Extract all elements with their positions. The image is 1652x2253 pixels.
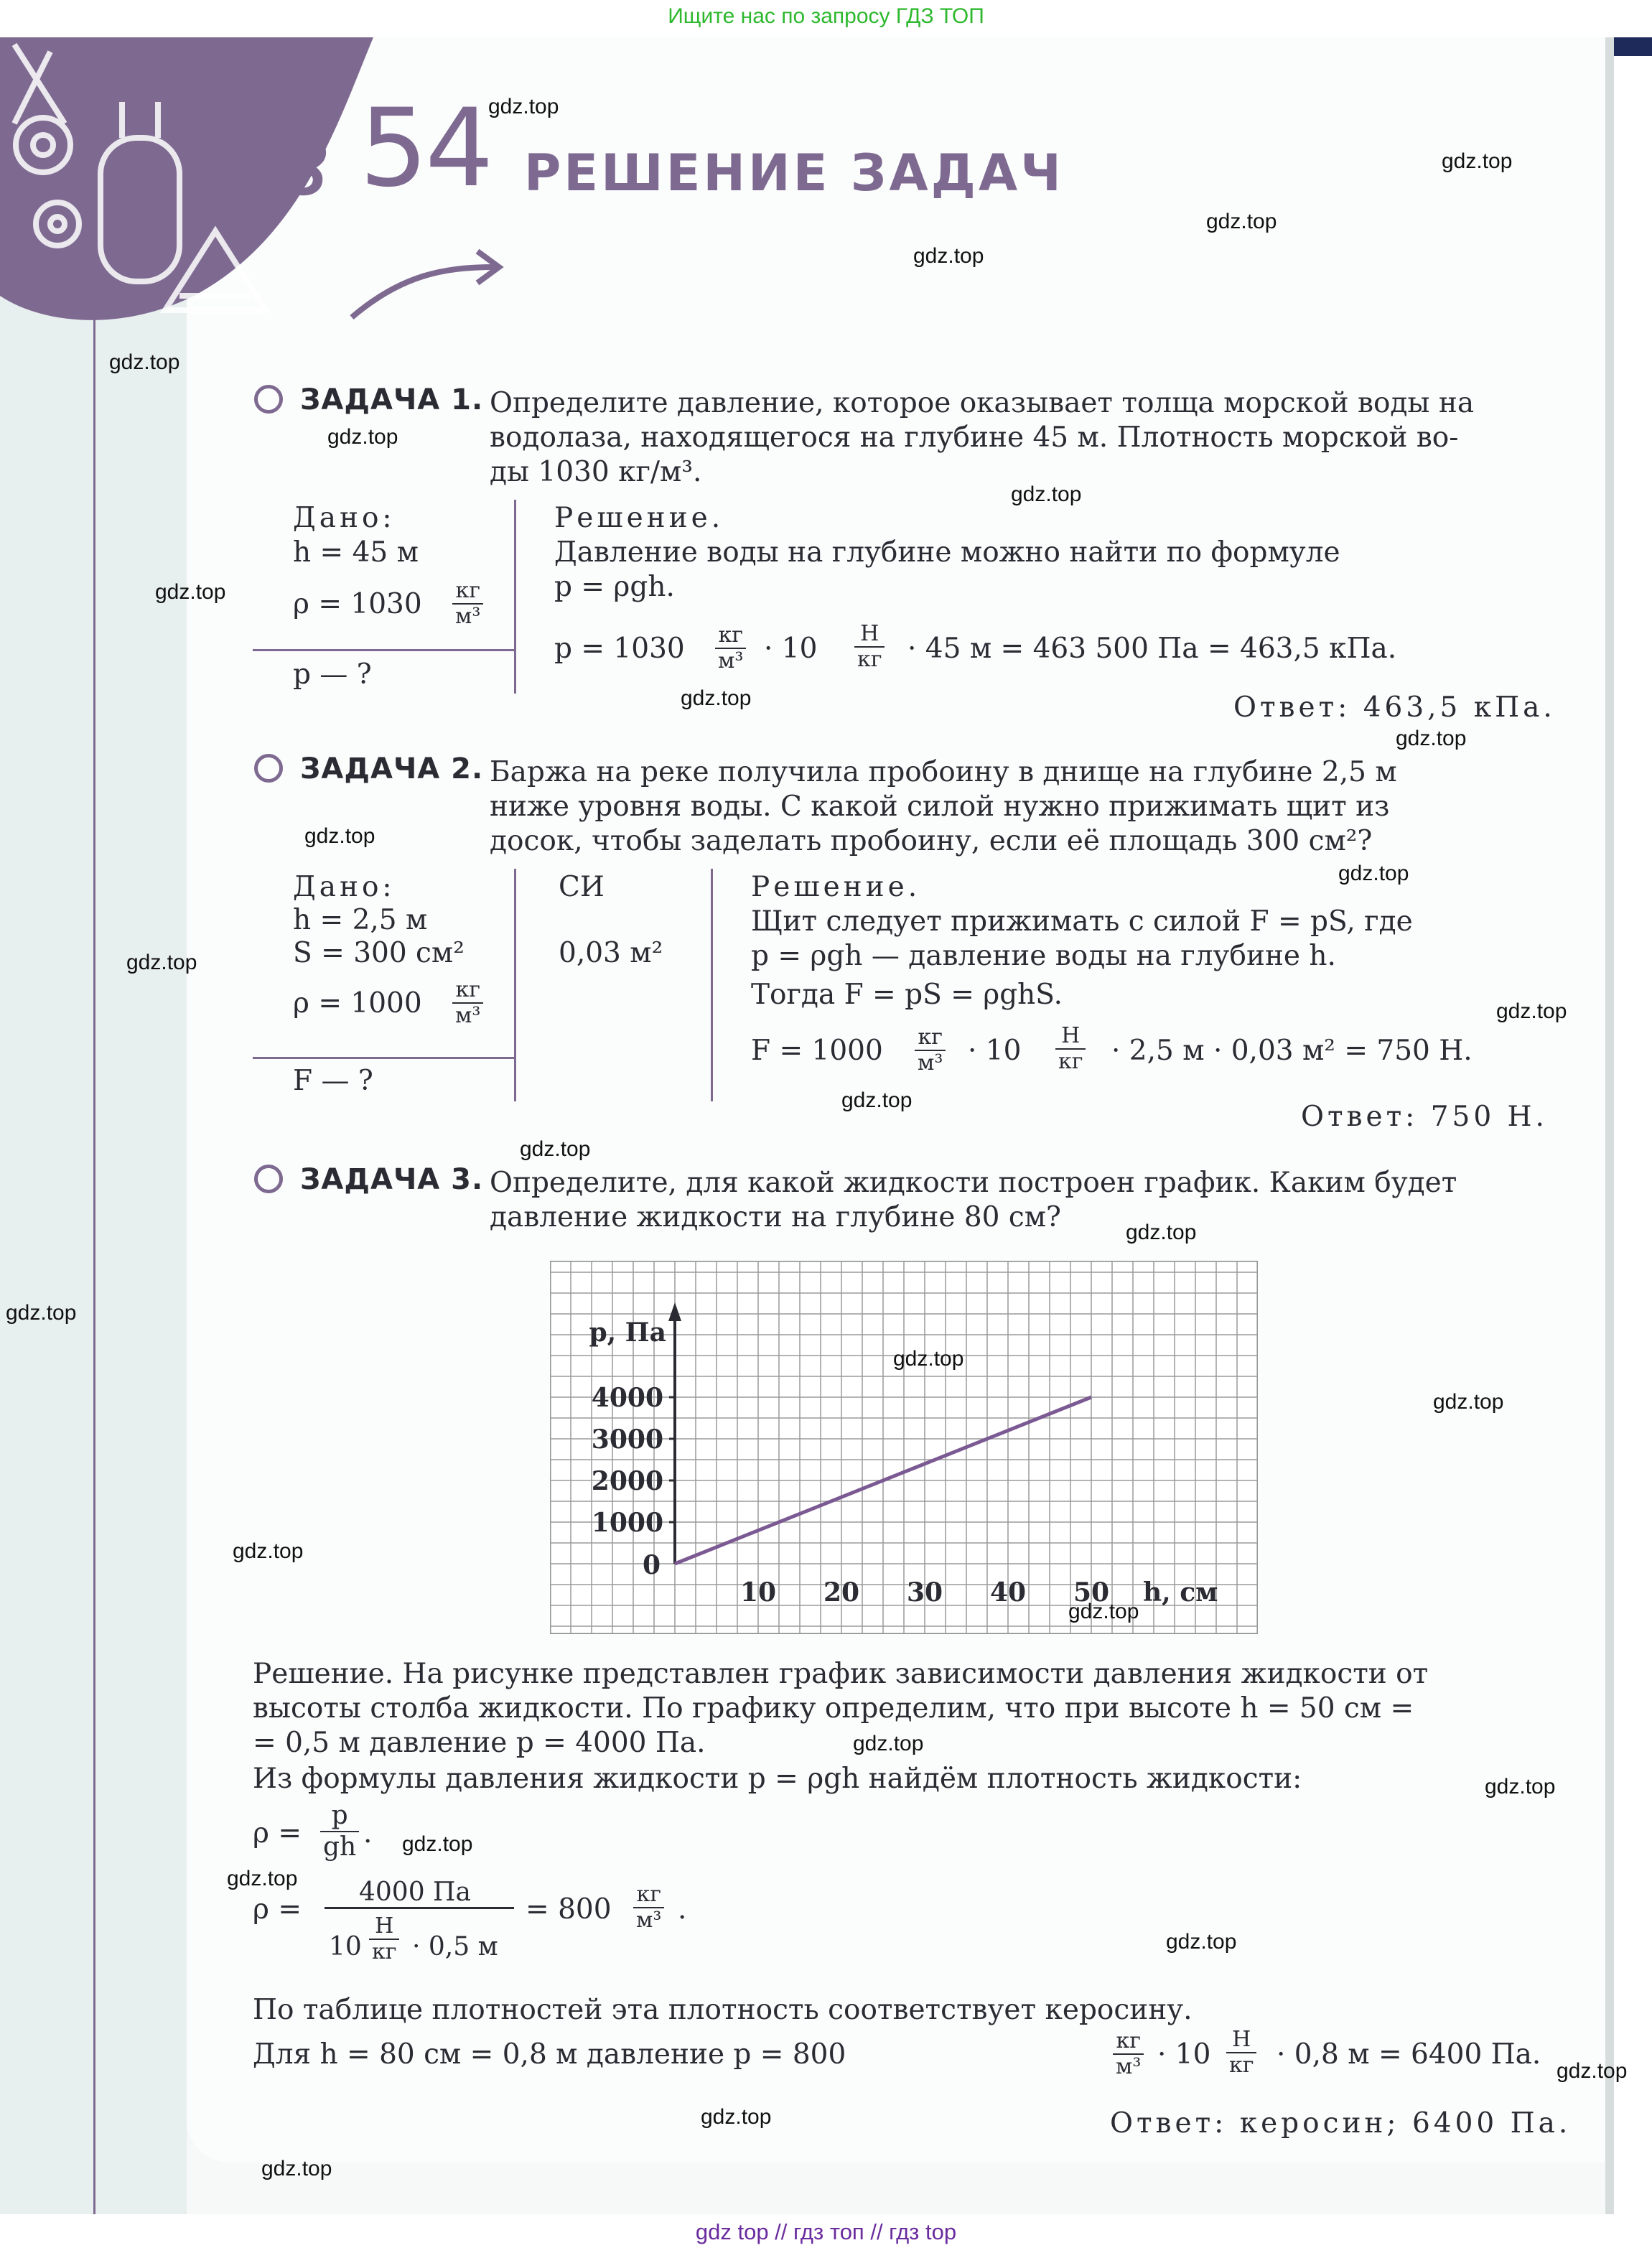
x-axis-label: h, см xyxy=(1143,1577,1218,1608)
task3-rho-formula: ρ = xyxy=(253,1817,302,1849)
task3-rho-den-b: · 0,5 м xyxy=(412,1932,498,1962)
task2-si-title: СИ xyxy=(559,871,605,903)
watermark: gdz.top xyxy=(1496,999,1567,1023)
watermark: gdz.top xyxy=(1442,149,1513,173)
unit-kg-m3: кг м³ xyxy=(715,623,746,673)
watermark: gdz.top xyxy=(109,350,180,374)
watermark: gdz.top xyxy=(1338,862,1409,885)
unit-kg-m3: кг м³ xyxy=(452,579,483,629)
task3-solution-line: Из формулы давления жидкости p = ρgh найдём плотность жидкости: xyxy=(253,1763,1302,1795)
task3-solution-line: Решение. На рисунке представлен график зависимости давления жидкости от xyxy=(253,1658,1429,1690)
watermark: gdz.top xyxy=(913,244,984,268)
task2-given-h: h = 2,5 м xyxy=(293,904,428,936)
given-separator xyxy=(514,500,516,694)
watermark: gdz.top xyxy=(6,1301,77,1325)
task2-answer: Ответ: 750 Н. xyxy=(1301,1101,1548,1133)
task2-given-s: S = 300 см² xyxy=(293,937,465,969)
task1-calc-a: p = 1030 xyxy=(554,633,685,665)
task1-given-rho: ρ = 1030 xyxy=(293,588,422,620)
pressure-depth-chart xyxy=(550,1261,1258,1634)
task1-label: ЗАДАЧА 1. xyxy=(300,383,484,416)
task1-given-title: Дано: xyxy=(293,502,396,534)
x-tick-label: 20 xyxy=(823,1577,860,1608)
watermark: gdz.top xyxy=(402,1832,473,1856)
task2-given-title: Дано: xyxy=(293,871,396,903)
watermark: gdz.top xyxy=(155,580,226,604)
watermark: gdz.top xyxy=(1068,1600,1139,1623)
task2-solution-title: Решение. xyxy=(751,871,921,903)
bottom-banner: gdz top // гдз топ // гдз top xyxy=(0,2214,1652,2253)
y-tick-label: 3000 xyxy=(591,1424,663,1455)
task3-final-a: Для h = 80 см = 0,8 м давление p = 800 xyxy=(253,2038,846,2071)
unit-kg-m3: кг м³ xyxy=(1113,2029,1144,2079)
task1-text-line: водолаза, находящегося на глубине 45 м. Плотность морской во- xyxy=(490,421,1459,454)
watermark: gdz.top xyxy=(841,1088,913,1112)
task3-solution-line: высоты столба жидкости. По графику определим, что при высоте h = 50 см = xyxy=(253,1692,1414,1725)
x-tick-label: 50 xyxy=(1073,1577,1110,1608)
task3-rho-calc: ρ = xyxy=(253,1893,302,1926)
x-tick-label: 40 xyxy=(989,1577,1027,1608)
x-tick-label: 10 xyxy=(739,1577,777,1608)
task3-label: ЗАДАЧА 3. xyxy=(300,1163,484,1196)
watermark: gdz.top xyxy=(1485,1775,1556,1799)
section-title: РЕШЕНИЕ ЗАДАЧ xyxy=(524,144,1064,202)
unit-n-kg: Н кг xyxy=(369,1914,399,1964)
watermark: gdz.top xyxy=(1166,1930,1237,1954)
watermark: gdz.top xyxy=(681,686,752,710)
given-divider xyxy=(253,1057,515,1059)
task3-final-b: · 10 xyxy=(1157,2038,1211,2071)
given-separator xyxy=(514,869,516,1101)
watermark: gdz.top xyxy=(1396,727,1467,750)
task2-solution-line: Щит следует прижимать с силой F = pS, где xyxy=(751,905,1413,938)
watermark: gdz.top xyxy=(1126,1221,1197,1244)
watermark: gdz.top xyxy=(304,824,375,848)
y-tick-label: 1000 xyxy=(591,1508,663,1538)
watermark: gdz.top xyxy=(853,1732,924,1755)
task1-solution-title: Решение. xyxy=(554,502,724,534)
task1-text-line: Определите давление, которое оказывает толща морской воды на xyxy=(490,387,1475,419)
watermark: gdz.top xyxy=(701,2105,772,2129)
task2-si-value: 0,03 м² xyxy=(559,937,663,969)
y-axis-label: p, Па xyxy=(589,1317,666,1348)
given-divider xyxy=(253,649,515,651)
task1-solution-text: Давление воды на глубине можно найти по формуле xyxy=(554,536,1340,569)
y-tick-label: 4000 xyxy=(591,1383,663,1413)
watermark: gdz.top xyxy=(1557,2059,1628,2083)
task3-rho-dot: . xyxy=(363,1817,373,1849)
watermark: gdz.top xyxy=(233,1539,304,1563)
task2-calc-c: · 2,5 м · 0,03 м² = 750 Н. xyxy=(1111,1035,1473,1067)
y-tick-label: 2000 xyxy=(591,1466,663,1496)
task1-formula: p = ρgh. xyxy=(554,571,675,603)
watermark: gdz.top xyxy=(893,1347,964,1371)
task3-rho-result: = 800 xyxy=(526,1893,612,1926)
watermark: gdz.top xyxy=(1433,1390,1504,1414)
top-banner: Ищите нас по запросу ГДЗ ТОП xyxy=(0,0,1652,37)
section-number: § 54 xyxy=(277,86,491,211)
task2-calc-b: · 10 xyxy=(968,1035,1022,1067)
watermark: gdz.top xyxy=(1206,210,1277,233)
task2-given-rho: ρ = 1000 xyxy=(293,987,422,1020)
task-marker-icon xyxy=(254,1165,283,1193)
si-separator xyxy=(711,869,713,1101)
watermark: gdz.top xyxy=(126,951,197,974)
task3-solution-line: = 0,5 м давление p = 4000 Па. xyxy=(253,1727,706,1759)
task2-text-line: ниже уровня воды. С какой силой нужно прижимать щит из xyxy=(490,790,1390,823)
task2-solution-line: p = ρgh — давление воды на глубине h. xyxy=(751,940,1336,972)
p-over-gh: $\frac{p}{gh}$ xyxy=(320,1801,359,1862)
task1-calc-c: · 45 м = 463 500 Па = 463,5 кПа. xyxy=(907,633,1397,665)
task1-find: p — ? xyxy=(293,658,372,691)
task3-text-line: Определите, для какой жидкости построен график. Каким будет xyxy=(490,1167,1457,1199)
unit-kg-m3: кг м³ xyxy=(452,978,483,1028)
unit-n-kg: Н кг xyxy=(854,622,885,672)
task3-table-line: По таблице плотностей эта плотность соответствует керосину. xyxy=(253,1994,1193,2026)
x-tick-label: 30 xyxy=(906,1577,943,1608)
task2-label: ЗАДАЧА 2. xyxy=(300,752,484,785)
unit-n-kg: Н кг xyxy=(1055,1024,1086,1074)
task3-text-line: давление жидкости на глубине 80 см? xyxy=(490,1201,1061,1233)
watermark: gdz.top xyxy=(227,1867,298,1890)
task3-rho-den-a: 10 xyxy=(329,1932,362,1962)
task2-text-line: досок, чтобы заделать пробоину, если её площадь 300 см²? xyxy=(490,825,1373,857)
task3-answer: Ответ: керосин; 6400 Па. xyxy=(1110,2107,1572,2140)
watermark: gdz.top xyxy=(520,1137,591,1161)
task-marker-icon xyxy=(254,754,283,783)
task3-rho-num: 4000 Па xyxy=(359,1877,471,1907)
unit-kg-m3: кг м³ xyxy=(915,1025,946,1076)
watermark: gdz.top xyxy=(1011,482,1082,506)
watermark: gdz.top xyxy=(261,2157,332,2180)
origin-label: 0 xyxy=(642,1550,661,1580)
unit-kg-m3: кг м³ xyxy=(633,1883,664,1933)
watermark: gdz.top xyxy=(327,425,398,449)
unit-n-kg: Н кг xyxy=(1226,2028,1256,2078)
task2-find: F — ? xyxy=(293,1065,373,1097)
task1-answer: Ответ: 463,5 кПа. xyxy=(1233,691,1556,724)
task1-given-h: h = 45 м xyxy=(293,536,419,569)
task3-rho-dot2: . xyxy=(678,1893,687,1926)
watermark: gdz.top xyxy=(488,95,559,118)
task2-text-line: Баржа на реке получила пробоину в днище на глубине 2,5 м xyxy=(490,756,1397,788)
task-marker-icon xyxy=(254,385,283,414)
task2-solution-line: Тогда F = pS = ρghS. xyxy=(751,979,1063,1011)
task1-text-line: ды 1030 кг/м³. xyxy=(490,456,702,488)
task1-calc-b: · 10 xyxy=(764,633,818,665)
task3-final-c: · 0,8 м = 6400 Па. xyxy=(1277,2038,1541,2071)
task2-calc-a: F = 1000 xyxy=(751,1035,883,1067)
